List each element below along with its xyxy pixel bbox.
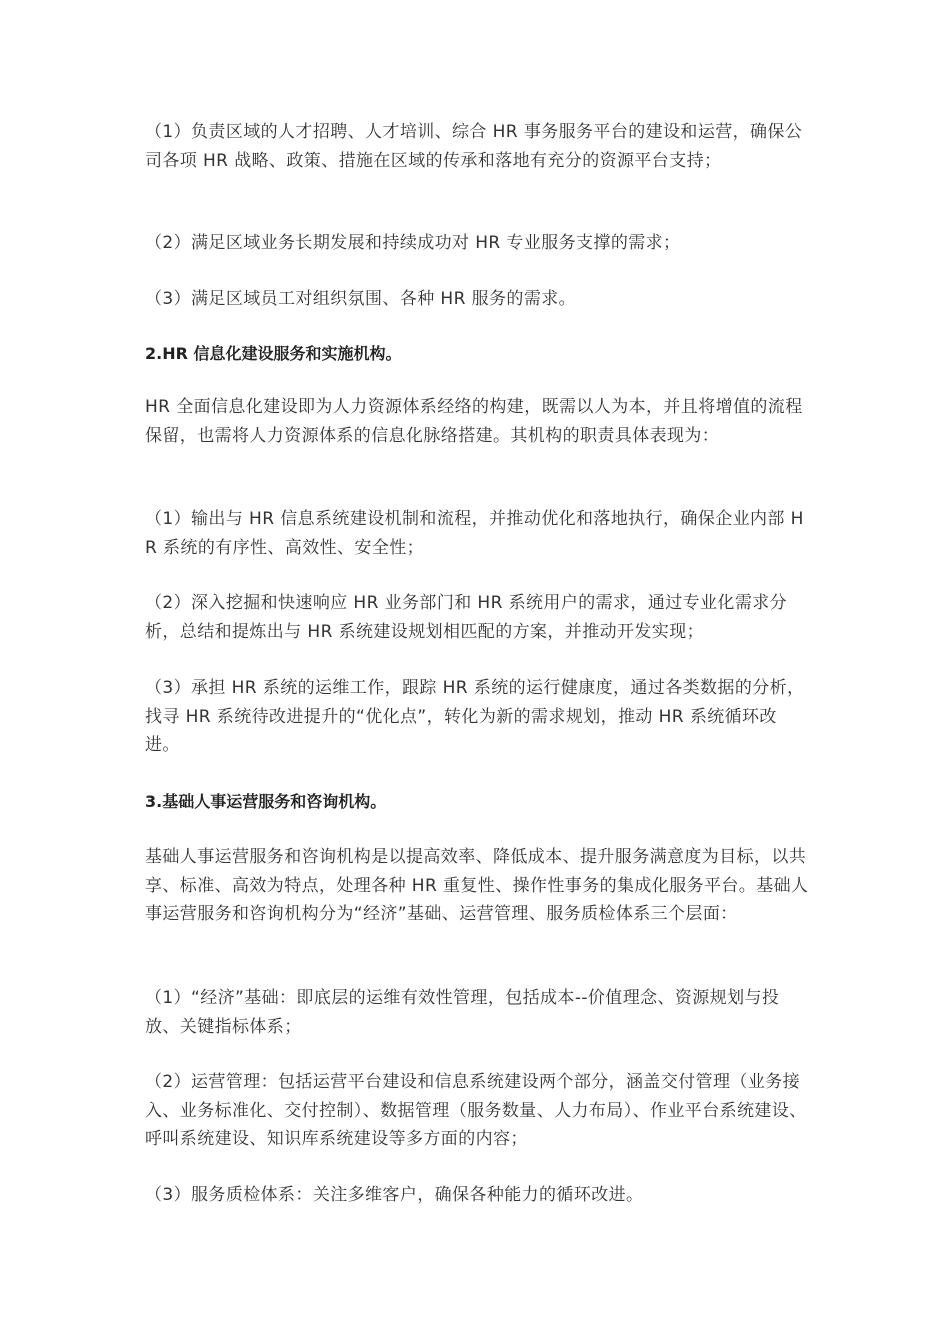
paragraph-informatization-duty-3: （3）承担 HR 系统的运维工作，跟踪 HR 系统的运行健康度，通过各类数据的分析，找寻 HR 系统待改进提升的“优化点”，转化为新的需求规划，推动 HR 系统循环改进。	[145, 678, 805, 755]
paragraph-basic-hr-operations-intro: 基础人事运营服务和咨询机构是以提高效率、降低成本、提升服务满意度为目标，以共享、标准、高效为特点，处理各种 HR 重复性、操作性事务的集成化服务平台。基础人事运营服务和咨询机构分为“经济”基础、运营管理、服务质检体系三个层面：	[145, 847, 809, 924]
paragraph-regional-hr-duty-1: （1）负责区域的人才招聘、人才培训、综合 HR 事务服务平台的建设和运营，确保公司各项 HR 战略、政策、措施在区域的传承和落地有充分的资源平台支持；	[145, 122, 803, 171]
section-heading-hr-informatization: 2.HR 信息化建设服务和实施机构。	[145, 344, 402, 363]
paragraph-operations-layer-1: （1）“经济”基础：即底层的运维有效性管理，包括成本--价值理念、资源规划与投放、关键指标体系；	[145, 988, 780, 1037]
paragraph-operations-layer-2: （2）运营管理：包括运营平台建设和信息系统建设两个部分，涵盖交付管理（业务接入、业务标准化、交付控制）、数据管理（服务数量、人力布局）、作业平台系统建设、呼叫系统建设、知识库系统建设等多方面的内容；	[145, 1072, 807, 1149]
paragraph-regional-hr-duty-3: （3）满足区域员工对组织氛围、各种 HR 服务的需求。	[145, 289, 577, 309]
paragraph-informatization-duty-2: （2）深入挖掘和快速响应 HR 业务部门和 HR 系统用户的需求，通过专业化需求分析，总结和提炼出与 HR 系统建设规划相匹配的方案，并推动开发实现；	[145, 593, 788, 642]
section-heading-basic-hr-operations: 3.基础人事运营服务和咨询机构。	[145, 792, 387, 811]
paragraph-operations-layer-3: （3）服务质检体系：关注多维客户，确保各种能力的循环改进。	[145, 1185, 644, 1205]
paragraph-informatization-duty-1: （1）输出与 HR 信息系统建设机制和流程，并推动优化和落地执行，确保企业内部 HR 系统的有序性、高效性、安全性；	[145, 509, 804, 558]
paragraph-hr-informatization-intro: HR 全面信息化建设即为人力资源体系经络的构建，既需以人为本，并且将增值的流程保留，也需将人力资源体系的信息化脉络搭建。其机构的职责具体表现为：	[145, 397, 803, 446]
paragraph-regional-hr-duty-2: （2）满足区域业务长期发展和持续成功对 HR 专业服务支撑的需求；	[145, 233, 681, 253]
